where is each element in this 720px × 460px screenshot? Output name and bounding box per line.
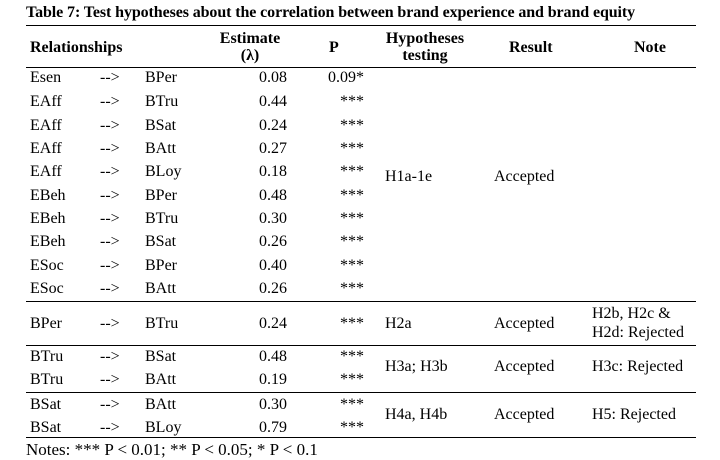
table-notes: Notes: *** P < 0.01; ** P < 0.05; * P < 0.1 [26,440,318,459]
row-p: *** [340,348,364,365]
group-2-note-line2: H2d: Rejected [592,324,684,341]
row-arrow: --> [100,163,120,180]
row-estimate: 0.08 [259,69,287,86]
bottom-rule [26,437,696,438]
header-hypotheses-line2: testing [402,47,448,64]
row-arrow: --> [100,140,120,157]
row-from: BSat [30,396,62,413]
row-from: EAff [30,163,62,180]
row-to: BSat [145,117,177,134]
header-rule [26,67,696,68]
row-estimate: 0.44 [259,93,287,110]
row-to: BTru [145,210,179,227]
row-p: *** [340,396,364,413]
row-estimate: 0.30 [259,210,287,227]
row-arrow: --> [100,257,120,274]
row-to: BAtt [145,371,177,388]
row-p: *** [340,419,364,436]
row-estimate: 0.24 [259,315,287,332]
row-estimate: 0.48 [259,348,287,365]
row-to: BTru [145,93,179,110]
row-from: EBeh [30,187,66,204]
group-4-result: Accepted [494,406,555,423]
row-arrow: --> [100,315,120,332]
row-to: BLoy [145,163,182,180]
row-arrow: --> [100,280,120,297]
group-3-note: H3c: Rejected [592,358,684,375]
row-from: BSat [30,419,62,436]
row-estimate: 0.48 [259,187,287,204]
row-p: *** [340,187,364,204]
row-from: ESoc [30,257,64,274]
header-estimate-line2: (λ) [240,47,260,64]
row-from: Esen [30,69,62,86]
row-p: *** [340,280,364,297]
row-to: BSat [145,233,177,250]
row-arrow: --> [100,396,120,413]
row-from: ESoc [30,280,64,297]
group-rule-2 [26,345,696,346]
row-from: EBeh [30,210,66,227]
row-to: BAtt [145,396,177,413]
row-p: *** [340,93,364,110]
group-1-hypothesis: H1a-1e [385,168,433,185]
row-from: EBeh [30,233,66,250]
row-to: BAtt [145,280,177,297]
row-arrow: --> [100,69,120,86]
group-2-result: Accepted [494,315,555,332]
row-estimate: 0.24 [259,117,287,134]
row-to: BLoy [145,419,182,436]
group-rule-1 [26,301,696,302]
header-note: Note [634,39,666,56]
row-p: *** [340,117,364,134]
row-p: *** [340,315,364,332]
header-hypotheses-line1: Hypotheses [385,30,465,47]
row-from: BTru [30,348,64,365]
header-hypotheses [370,30,480,64]
row-estimate: 0.79 [259,419,287,436]
header-estimate-line1: Estimate [219,30,281,47]
header-result: Result [509,39,553,56]
row-to: BPer [145,69,177,86]
group-4-hypothesis: H4a, H4b [385,406,448,423]
row-to: BSat [145,348,177,365]
row-arrow: --> [100,210,120,227]
group-1-result: Accepted [494,168,555,185]
row-from: EAff [30,140,62,157]
row-to: BTru [145,315,179,332]
table-title: Table 7: Test hypotheses about the correlation between brand experience and brand equity [26,4,636,21]
row-arrow: --> [100,348,120,365]
row-p: *** [340,233,364,250]
header-estimate [200,30,300,64]
group-3-result: Accepted [494,358,555,375]
header-relationships: Relationships [30,39,123,56]
row-estimate: 0.27 [259,140,287,157]
header-p: P [329,39,339,56]
row-p: *** [340,140,364,157]
row-p: *** [340,371,364,388]
row-from: EAff [30,117,62,134]
row-estimate: 0.19 [259,371,287,388]
row-from: BPer [30,315,62,332]
row-arrow: --> [100,371,120,388]
row-arrow: --> [100,233,120,250]
row-to: BAtt [145,140,177,157]
top-rule [26,25,696,26]
row-p: *** [340,163,364,180]
row-estimate: 0.30 [259,396,287,413]
row-p: *** [340,257,364,274]
row-arrow: --> [100,187,120,204]
row-arrow: --> [100,93,120,110]
row-to: BPer [145,187,177,204]
row-arrow: --> [100,419,120,436]
row-estimate: 0.26 [259,280,287,297]
row-p: 0.09* [328,69,364,86]
row-estimate: 0.18 [259,163,287,180]
group-4-note: H5: Rejected [592,406,676,423]
row-estimate: 0.40 [259,257,287,274]
row-from: BTru [30,371,64,388]
row-from: EAff [30,93,62,110]
row-arrow: --> [100,117,120,134]
group-2-hypothesis: H2a [385,315,412,332]
group-rule-3 [26,392,696,393]
row-to: BPer [145,257,177,274]
group-2-note-line1: H2b, H2c & [592,305,671,322]
group-3-hypothesis: H3a; H3b [385,358,448,375]
row-estimate: 0.26 [259,233,287,250]
row-p: *** [340,210,364,227]
